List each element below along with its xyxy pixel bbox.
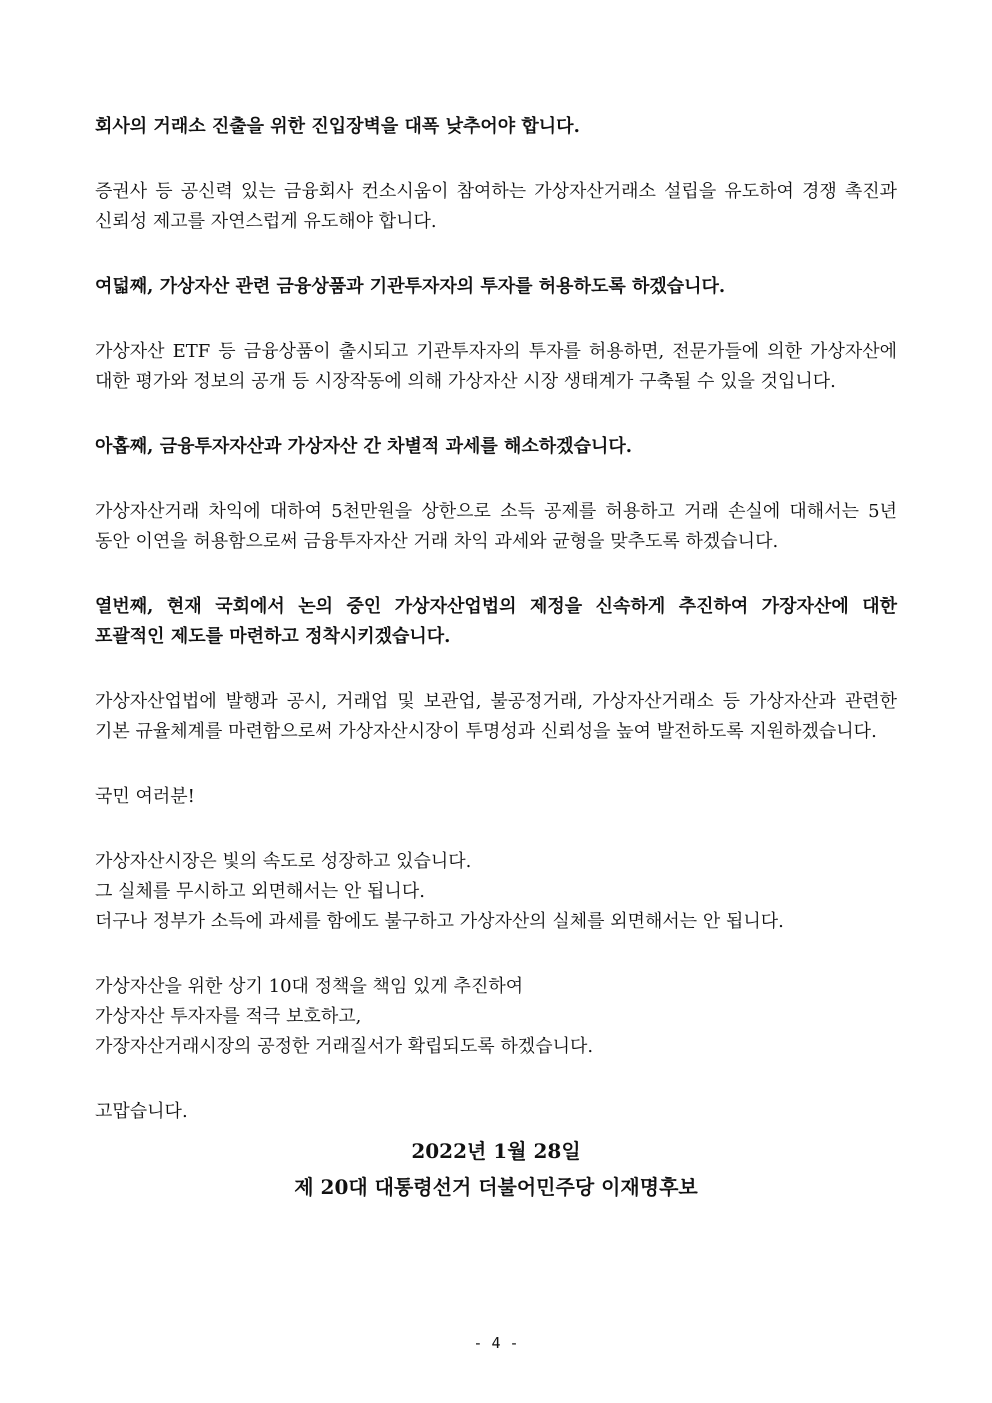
statement-line-policies: 가상자산을 위한 상기 10대 정책을 책임 있게 추진하여 xyxy=(95,976,524,997)
paragraph-etf-institutional: 가상자산 ETF 등 금융상품이 출시되고 기관투자자의 투자를 허용하면, 전문가들에 의한 가상자산에 대한 평가와 정보의 공개 등 시장작동에 의해 가상자산 시장 생태계가 구축될 수 있을 것입니다. xyxy=(95,341,897,392)
heading-eighth-pledge: 여덟째, 가상자산 관련 금융상품과 기관투자자의 투자를 허용하도록 하겠습니다. xyxy=(95,276,726,297)
statement-group-market-growth xyxy=(95,847,897,937)
statement-group-commitment xyxy=(95,972,897,1062)
statement-line-fair-order: 가장자산거래시장의 공정한 거래질서가 확립되도록 하겠습니다. xyxy=(95,1036,594,1057)
heading-ninth-pledge: 아홉째, 금융투자자산과 가상자산 간 차별적 과세를 해소하겠습니다. xyxy=(95,436,632,457)
statement-line-taxation: 더구나 정부가 소득에 과세를 함에도 불구하고 가상자산의 실체를 외면해서는 안 됩니다. xyxy=(95,911,784,932)
heading-tenth-pledge: 열번째, 현재 국회에서 논의 중인 가상자산업법의 제정을 신속하게 추진하여 가장자산에 대한 포괄적인 제도를 마련하고 정착시키겠습니다. xyxy=(95,596,897,647)
date-line: 2022년 1월 28일 xyxy=(411,1139,581,1163)
statement-line-reality: 그 실체를 무시하고 외면해서는 안 됩니다. xyxy=(95,881,425,902)
paragraph-regulation-framework: 가상자산업법에 발행과 공시, 거래업 및 보관업, 불공정거래, 가상자산거래소 등 가상자산과 관련한 기본 규율체계를 마련함으로써 가상자산시장이 투명성과 신뢰성을 높여 발전하도록 지원하겠습니다. xyxy=(95,691,897,742)
bold-statement-entry-barrier: 회사의 거래소 진출을 위한 진입장벽을 대폭 낮추어야 합니다. xyxy=(95,116,580,137)
paragraph-tax-balance: 가상자산거래 차익에 대하여 5천만원을 상한으로 소득 공제를 허용하고 거래 손실에 대해서는 5년 동안 이연을 허용함으로써 금융투자자산 거래 차익 과세와 균형을 맞추도록 하겠습니다. xyxy=(95,501,897,552)
statement-line-growth: 가상자산시장은 빛의 속도로 성장하고 있습니다. xyxy=(95,851,472,872)
statement-line-protection: 가상자산 투자자를 적극 보호하고, xyxy=(95,1006,362,1027)
salutation-citizens: 국민 여러분! xyxy=(95,786,195,807)
page-number: - 4 - xyxy=(473,1334,519,1352)
closing-thanks: 고맙습니다. xyxy=(95,1101,188,1122)
candidate-signature-line: 제 20대 대통령선거 더불어민주당 이재명후보 xyxy=(294,1175,698,1199)
paragraph-consortium: 증권사 등 공신력 있는 금융회사 컨소시움이 참여하는 가상자산거래소 설립을 유도하여 경쟁 촉진과 신뢰성 제고를 자연스럽게 유도해야 합니다. xyxy=(95,181,897,232)
